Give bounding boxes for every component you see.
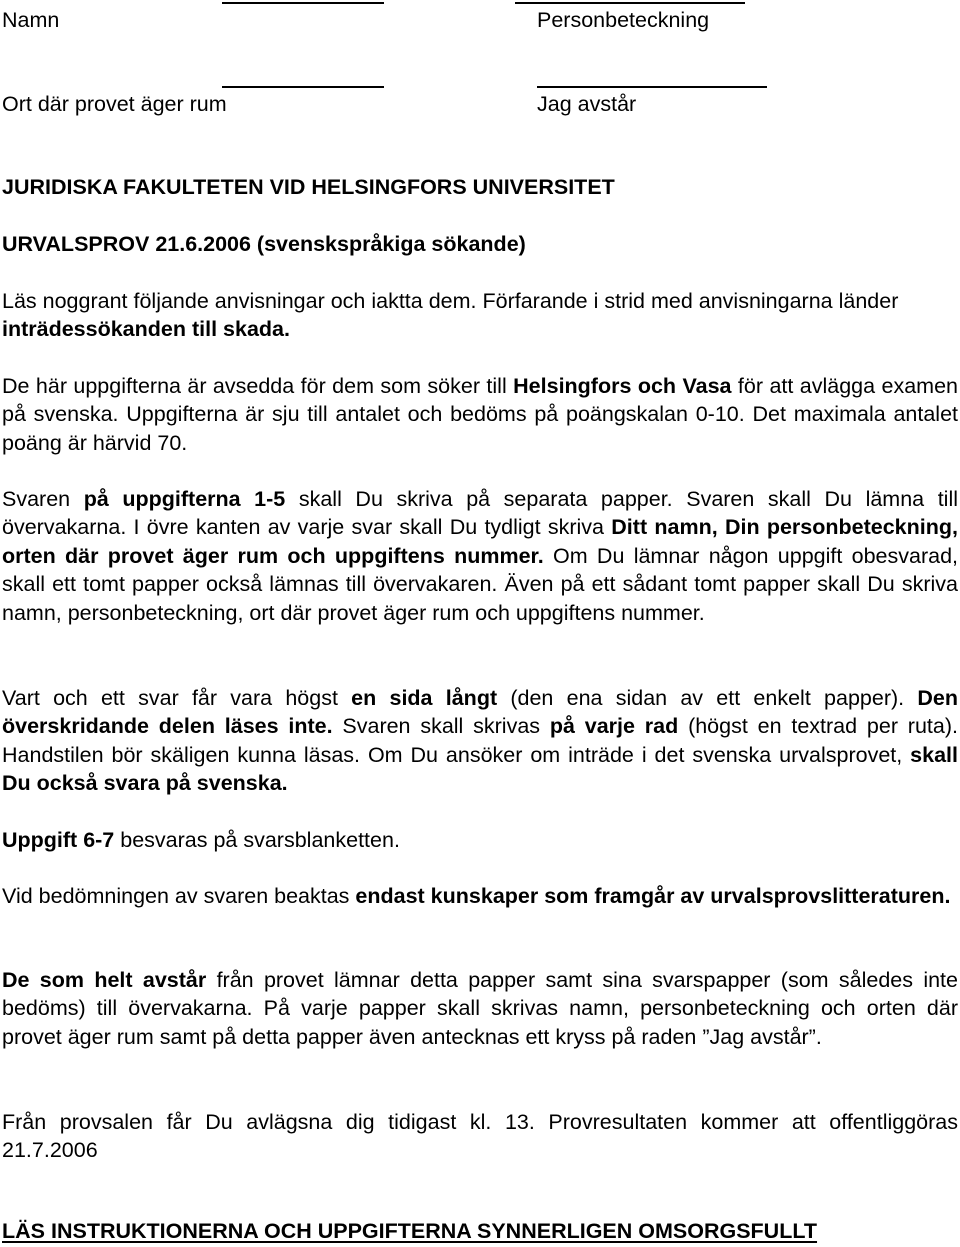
p7-text-1: Från provsalen får Du avlägsna dig tidigast kl. 13. Provresultaten kommer att offentliggöras 21.7.2006 <box>2 1110 958 1163</box>
p1-text-1: De här uppgifterna är avsedda för dem som söker till <box>2 374 514 398</box>
intro-text: Läs noggrant följande anvisningar och iaktta dem. Förfarande i strid med anvisningarna länder <box>2 289 899 313</box>
p5-bold-1: endast kunskaper som framgår av urvalsprovslitteraturen. <box>355 884 951 908</box>
p3-text-3: Svaren skall skrivas <box>332 714 550 739</box>
p3-text-4: (högst en textrad per ruta). Handstilen bör skäligen kunna läsas. Om Du ansöker om inträde i det svenska urvalsprovet, <box>2 714 958 767</box>
p4-bold-1: Uppgift 6-7 <box>2 828 115 852</box>
name-label: Namn <box>2 8 60 32</box>
p3-text-2: (den ena sidan av ett enkelt papper). <box>497 686 918 710</box>
faculty-heading: JURIDISKA FAKULTETEN VID HELSINGFORS UNIVERSITET <box>2 175 615 199</box>
answer-form-paragraph <box>2 826 958 854</box>
p3-text-1: Vart och ett svar får vara högst <box>2 686 352 710</box>
p6-bold-1: De som helt avstår <box>2 968 207 992</box>
p1-bold-1: Helsingfors och Vasa <box>513 374 732 398</box>
intro-paragraph <box>2 287 958 344</box>
p6-text-1: från provet lämnar detta papper samt sina svarspapper (som således inte bedöms) till övervakarna. På varje papper skall skrivas namn, personbeteckning och orten där provet äger rum samt på detta papper även antecknas ett kryss på raden ”Jag avstår”. <box>2 968 958 1049</box>
personal-id-label: Personbeteckning <box>537 8 710 32</box>
p4-text-1: besvaras på svarsblanketten. <box>114 828 400 852</box>
assessment-paragraph <box>2 882 958 910</box>
answer-instructions-paragraph <box>2 485 958 627</box>
name-writing-line[interactable] <box>222 2 384 4</box>
exam-location-label: Ort där provet äger rum <box>2 92 227 116</box>
intro-bold: inträdessökanden till skada. <box>2 317 290 342</box>
p3-bold-4: skall Du också svara på svenska. <box>2 742 958 796</box>
p3-bold-3: på varje rad <box>549 714 679 739</box>
p3-bold-2: Den överskridande delen läses inte. <box>2 686 958 739</box>
location-writing-line[interactable] <box>222 86 384 88</box>
p2-bold-2: Ditt namn, Din personbeteckning, orten där provet äger rum och uppgiftens nummer. <box>2 515 958 568</box>
withdrawal-paragraph <box>2 966 958 1051</box>
withdraw-label: Jag avstår <box>537 92 637 116</box>
leaving-results-paragraph <box>2 1108 958 1165</box>
answer-length-paragraph <box>2 684 958 798</box>
withdraw-writing-line[interactable] <box>537 86 767 88</box>
p1-text-2: för att avlägga examen på svenska. Uppgifterna är sju till antalet och bedöms på poängskalan 0-10. Det maximala antalet poäng är härvid 70. <box>2 374 958 455</box>
p2-text-2: skall Du skriva på separata papper. Svaren skall Du lämna till övervakarna. I övre kanten av varje svar skall Du tydligt skriva <box>2 487 958 540</box>
id-writing-line[interactable] <box>515 2 745 4</box>
p2-text-3: Om Du lämnar någon uppgift obesvarad, skall ett tomt papper också lämnas till övervakaren. Även på ett sådant tomt papper skall Du skriva namn, personbeteckning, ort där provet äger rum och uppgiftens nummer. <box>2 543 959 625</box>
p2-text-1: Svaren <box>2 487 84 511</box>
p3-bold-1: en sida långt <box>351 686 498 710</box>
read-carefully-notice: LÄS INSTRUKTIONERNA OCH UPPGIFTERNA SYNNERLIGEN OMSORGSFULLT <box>2 1219 818 1243</box>
exam-heading: URVALSPROV 21.6.2006 (svenskspråkiga sökande) <box>2 232 526 256</box>
target-group-paragraph <box>2 372 958 457</box>
p2-bold-1: på uppgifterna 1-5 <box>83 487 286 511</box>
p5-text-1: Vid bedömningen av svaren beaktas <box>2 884 356 908</box>
